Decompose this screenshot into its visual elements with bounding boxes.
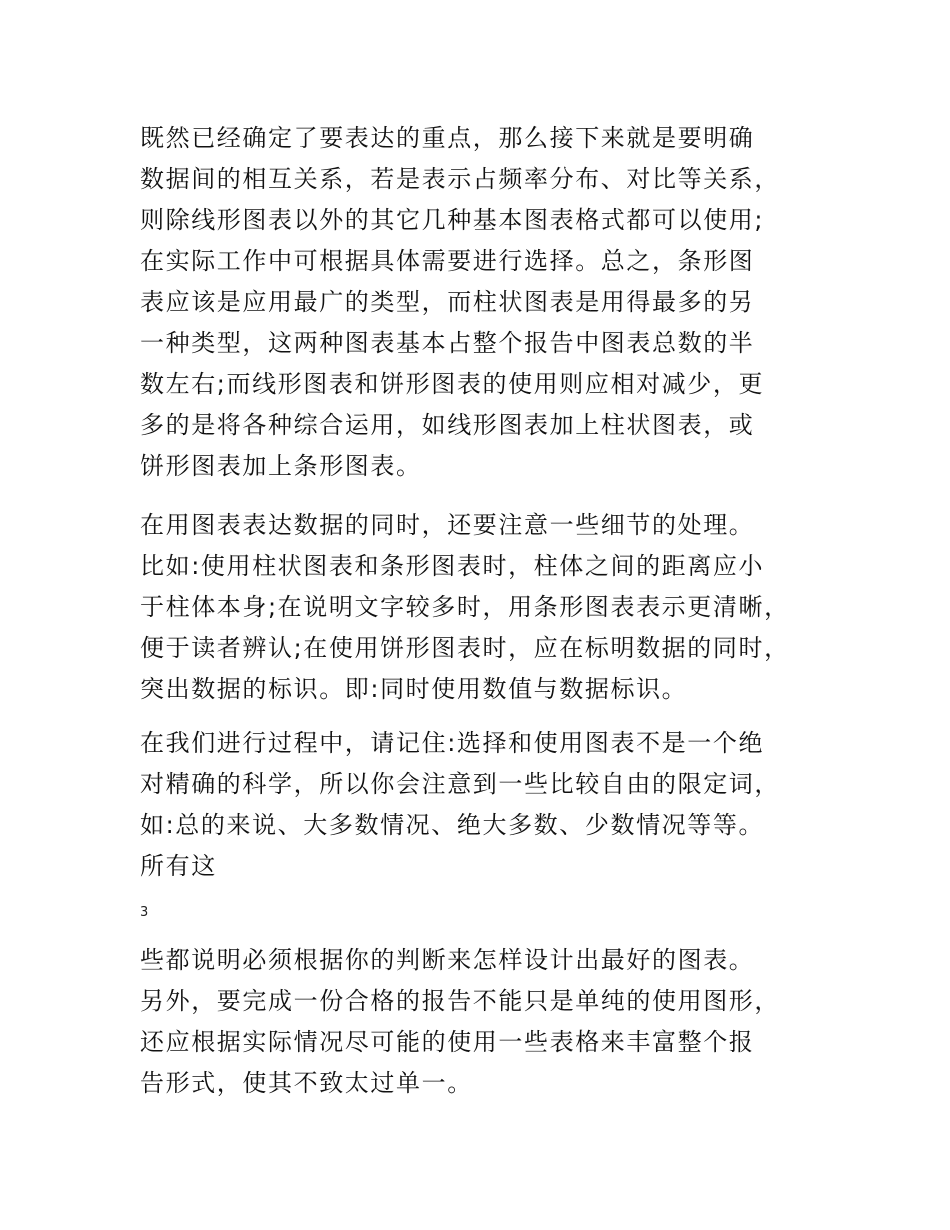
page-number: 3 — [140, 905, 149, 920]
text-line: 告形式，使其不致太过单一。 — [140, 1069, 473, 1097]
text-line: 则除线形图表以外的其它几种基本图表格式都可以使用; — [140, 206, 765, 234]
text-line: 多的是将各种综合运用，如线形图表加上柱状图表，或 — [140, 411, 755, 439]
text-line: 表应该是应用最广的类型，而柱状图表是用得最多的另 — [140, 288, 755, 316]
text-line: 在我们进行过程中，请记住:选择和使用图表不是一个绝 — [140, 729, 765, 757]
paragraph-conclusion — [140, 940, 830, 1104]
text-line: 对精确的科学，所以你会注意到一些比较自由的限定词， — [140, 770, 780, 798]
text-line: 些都说明必须根据你的判断来怎样设计出最好的图表。 — [140, 946, 755, 974]
text-line: 在用图表表达数据的同时，还要注意一些细节的处理。 — [140, 511, 755, 539]
text-line: 突出数据的标识。即:同时使用数值与数据标识。 — [140, 675, 688, 703]
paragraph-process-note — [140, 723, 830, 887]
text-line: 数左右;而线形图表和饼形图表的使用则应相对减少，更 — [140, 370, 765, 398]
paragraph-chart-selection — [140, 118, 830, 487]
text-line: 如:总的来说、大多数情况、绝大多数、少数情况等等。 — [140, 811, 765, 839]
paragraph-detail-handling — [140, 505, 830, 710]
text-line: 便于读者辨认;在使用饼形图表时，应在标明数据的同时， — [140, 634, 790, 662]
text-line: 另外，要完成一份合格的报告不能只是单纯的使用图形， — [140, 987, 780, 1015]
text-line: 在实际工作中可根据具体需要进行选择。总之，条形图 — [140, 247, 755, 275]
text-line: 还应根据实际情况尽可能的使用一些表格来丰富整个报 — [140, 1028, 755, 1056]
text-line: 既然已经确定了要表达的重点，那么接下来就是要明确 — [140, 124, 755, 152]
text-line: 于柱体本身;在说明文字较多时，用条形图表表示更清晰， — [140, 593, 790, 621]
text-line: 所有这 — [140, 852, 217, 880]
text-line: 比如:使用柱状图表和条形图表时，柱体之间的距离应小 — [140, 552, 765, 580]
text-line: 数据间的相互关系，若是表示占频率分布、对比等关系， — [140, 165, 780, 193]
text-line: 一种类型，这两种图表基本占整个报告中图表总数的半 — [140, 329, 755, 357]
text-line: 饼形图表加上条形图表。 — [140, 452, 422, 480]
